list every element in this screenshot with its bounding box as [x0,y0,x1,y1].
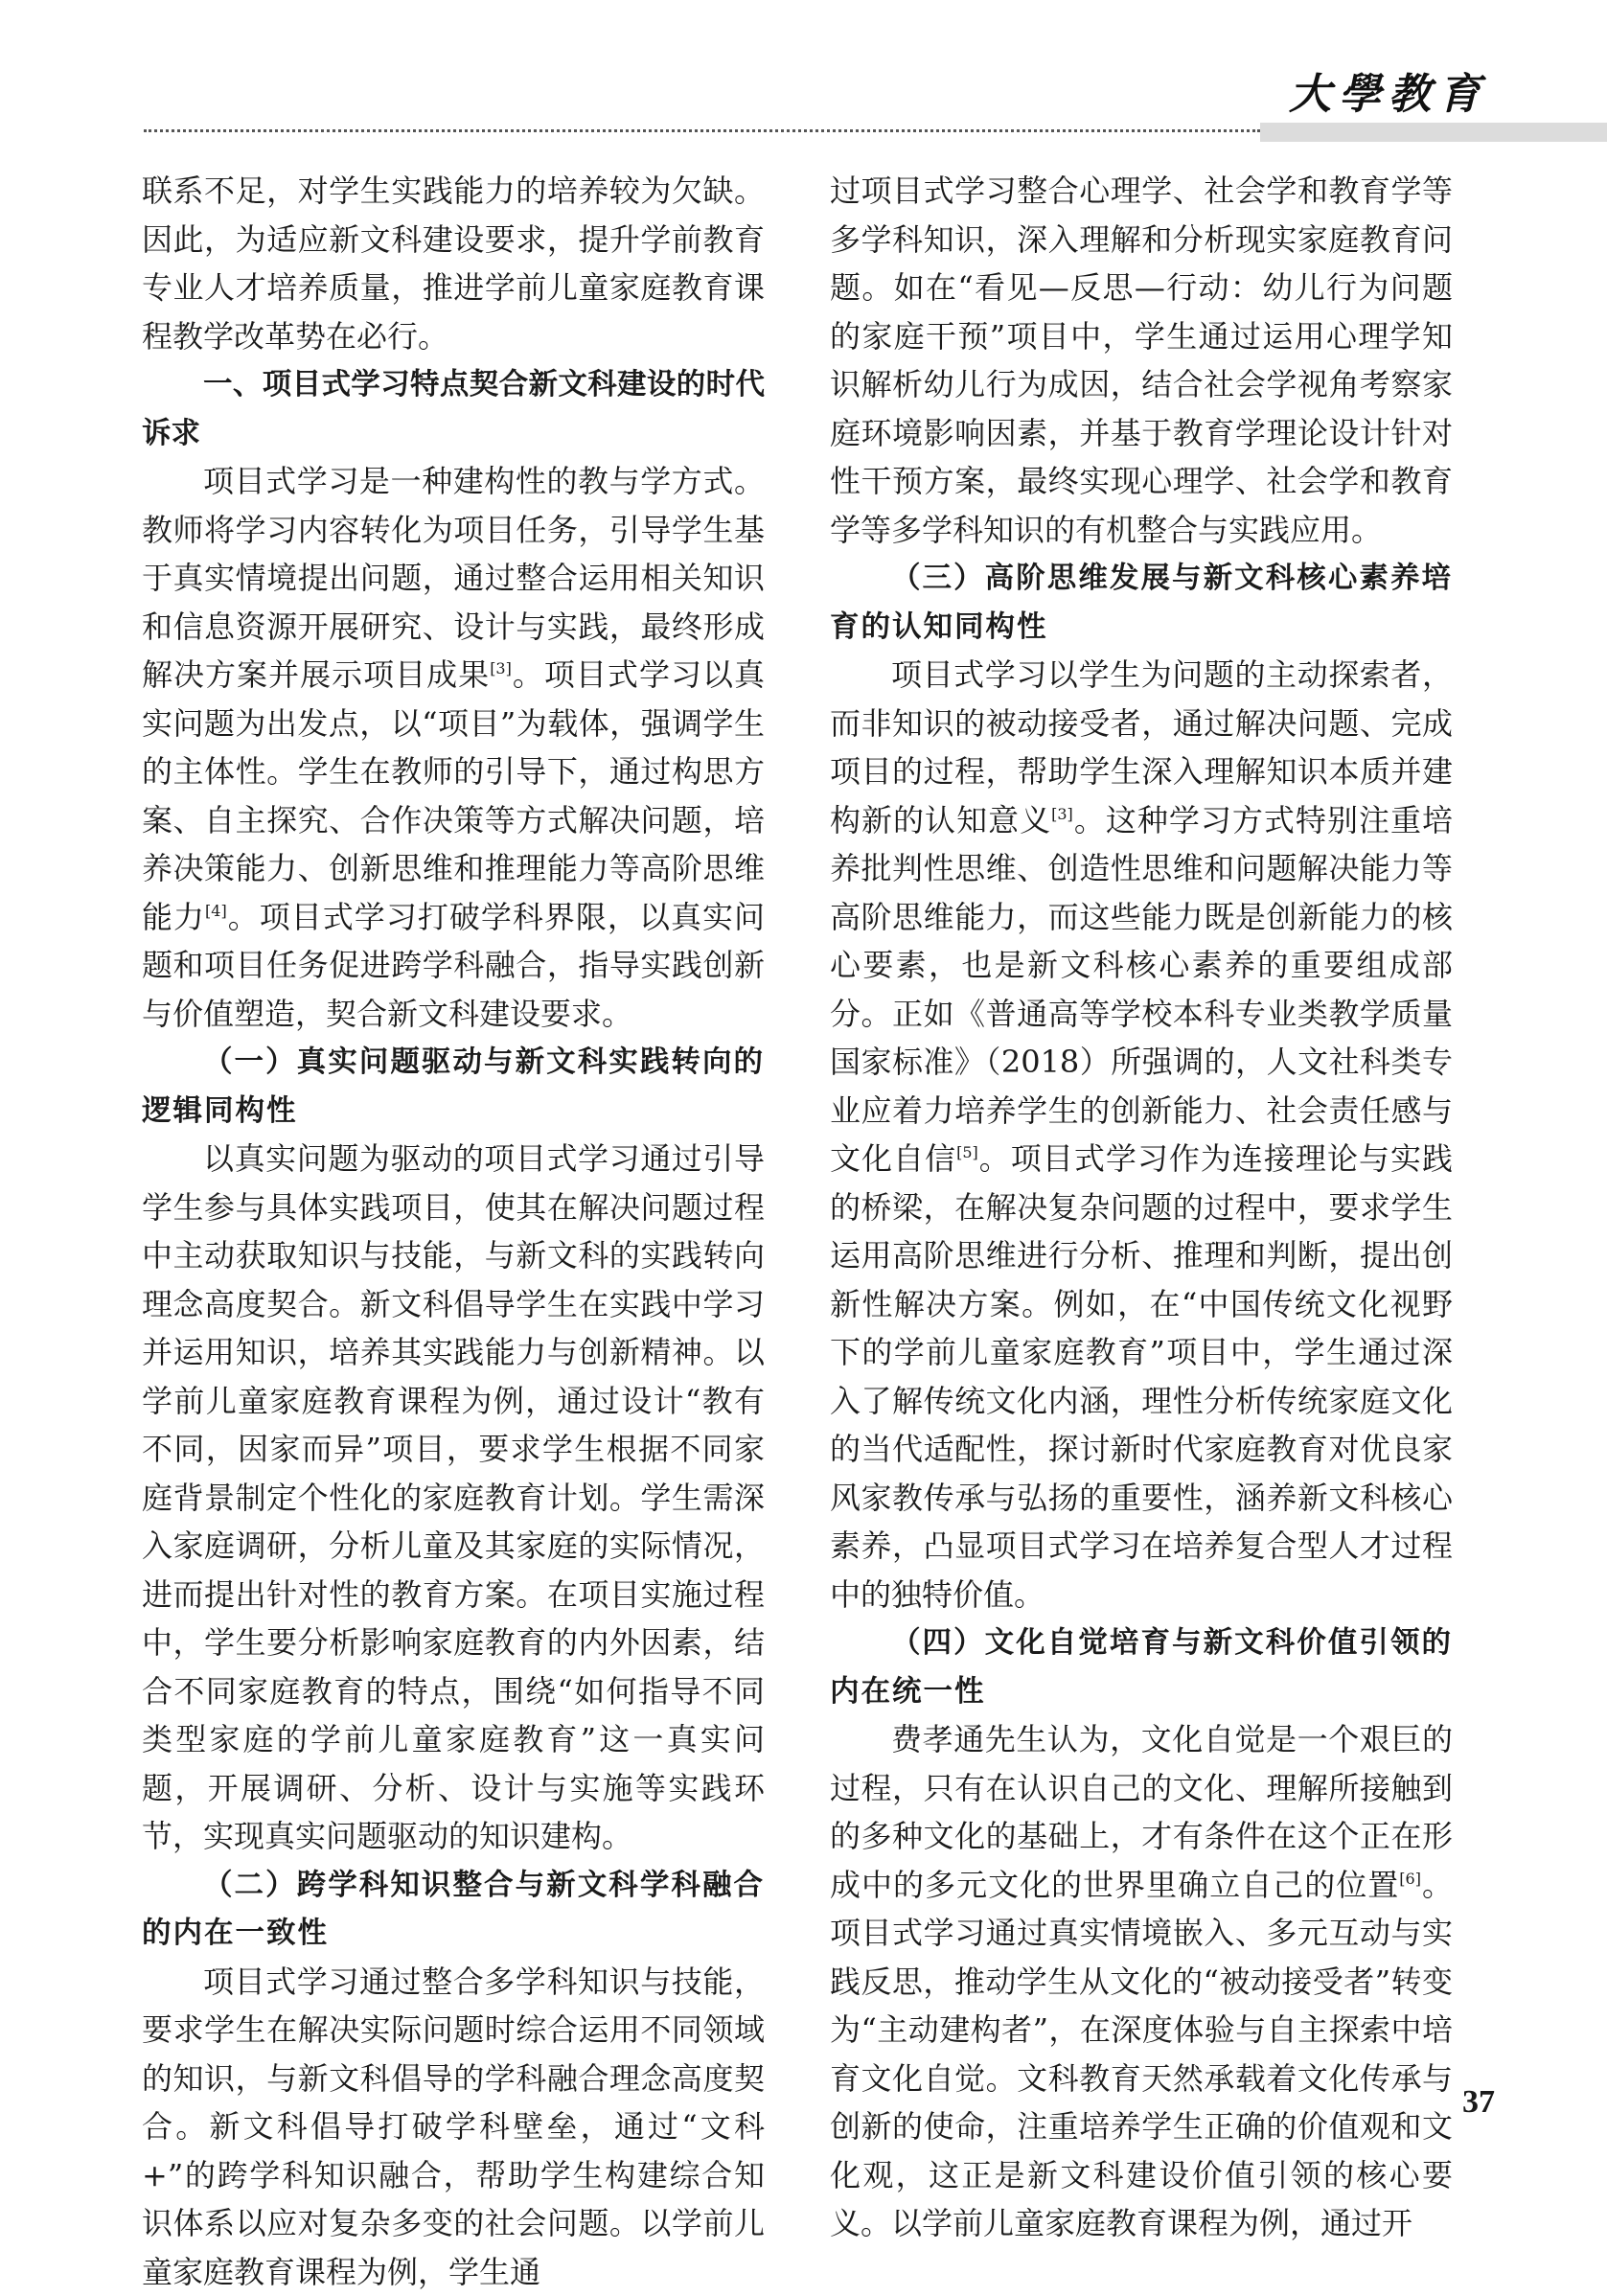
paragraph: 项目式学习是一种建构性的教与学方式。教师将学习内容转化为项目任务，引导学生基于真实情境提出问题，通过整合运用相关知识和信息资源开展研究、设计与实践，最终形成解决方案并展示项目成果[3]。项目式学习以真实问题为出发点，以“项目”为载体，强调学生的主体性。学生在教师的引导下，通过构思方案、自主探究、合作决策等方式解决问题，培养决策能力、创新思维和推理能力等高阶思维能力[4]。项目式学习打破学科界限，以真实问题和项目任务促进跨学科融合，指导实践创新与价值塑造，契合新文科建设要求。 [142,457,765,1038]
left-column [142,167,765,2296]
citation-ref: [6] [1399,1870,1421,1888]
subsection-heading: （一）真实问题驱动与新文科实践转向的逻辑同构性 [142,1038,765,1135]
header-gray-bar [1260,123,1607,142]
citation-ref: [3] [1051,805,1073,823]
paragraph: 项目式学习以学生为问题的主动探索者，而非知识的被动接受者，通过解决问题、完成项目的过程，帮助学生深入理解知识本质并建构新的认知意义[3]。这种学习方式特别注重培养批判性思维、创造性思维和问题解决能力等高阶思维能力，而这些能力既是创新能力的核心要素，也是新文科核心素养的重要组成部分。正如《普通高等学校本科专业类教学质量国家标准》（2018）所强调的，人文社科类专业应着力培养学生的创新能力、社会责任感与文化自信[5]。项目式学习作为连接理论与实践的桥梁，在解决复杂问题的过程中，要求学生运用高阶思维进行分析、推理和判断，提出创新性解决方案。例如，在“中国传统文化视野下的学前儿童家庭教育”项目中，学生通过深入了解传统文化内涵，理性分析传统家庭文化的当代适配性，探讨新时代家庭教育对优良家风家教传承与弘扬的重要性，涵养新文科核心素养，凸显项目式学习在培养复合型人才过程中的独特价值。 [830,651,1453,1619]
paragraph: 联系不足，对学生实践能力的培养较为欠缺。因此，为适应新文科建设要求，提升学前教育专业人才培养质量，推进学前儿童家庭教育课程教学改革势在必行。 [142,167,765,360]
page-number: 37 [1437,2084,1495,2127]
subsection-heading: （四）文化自觉培育与新文科价值引领的内在统一性 [830,1619,1453,1715]
section-heading: 一、项目式学习特点契合新文科建设的时代诉求 [142,360,765,457]
header-dotted-rule [144,129,1260,132]
citation-ref: [4] [205,902,227,920]
subsection-heading: （二）跨学科知识整合与新文科学科融合的内在一致性 [142,1861,765,1958]
subsection-heading: （三）高阶思维发展与新文科核心素养培育的认知同构性 [830,554,1453,651]
journal-name: 大學教育 [1289,59,1576,117]
citation-ref: [3] [490,659,512,677]
paragraph: 过项目式学习整合心理学、社会学和教育学等多学科知识，深入理解和分析现实家庭教育问题。如在“看见—反思—行动：幼儿行为问题的家庭干预”项目中，学生通过运用心理学知识解析幼儿行为成因，结合社会学视角考察家庭环境影响因素，并基于教育学理论设计针对性干预方案，最终实现心理学、社会学和教育学等多学科知识的有机整合与实践应用。 [830,167,1453,554]
paragraph: 以真实问题为驱动的项目式学习通过引导学生参与具体实践项目，使其在解决问题过程中主动获取知识与技能，与新文科的实践转向理念高度契合。新文科倡导学生在实践中学习并运用知识，培养其实践能力与创新精神。以学前儿童家庭教育课程为例，通过设计“教有不同，因家而异”项目，要求学生根据不同家庭背景制定个性化的家庭教育计划。学生需深入家庭调研，分析儿童及其家庭的实际情况，进而提出针对性的教育方案。在项目实施过程中，学生要分析影响家庭教育的内外因素，结合不同家庭教育的特点，围绕“如何指导不同类型家庭的学前儿童家庭教育”这一真实问题，开展调研、分析、设计与实施等实践环节，实现真实问题驱动的知识建构。 [142,1135,765,1861]
citation-ref: [5] [956,1143,978,1161]
right-column [830,167,1453,2248]
paragraph: 项目式学习通过整合多学科知识与技能，要求学生在解决实际问题时综合运用不同领域的知识，与新文科倡导的学科融合理念高度契合。新文科倡导打破学科壁垒，通过“文科+”的跨学科知识融合，帮助学生构建综合知识体系以应对复杂多变的社会问题。以学前儿童家庭教育课程为例，学生通 [142,1958,765,2296]
paragraph: 费孝通先生认为，文化自觉是一个艰巨的过程，只有在认识自己的文化、理解所接触到的多种文化的基础上，才有条件在这个正在形成中的多元文化的世界里确立自己的位置[6]。项目式学习通过真实情境嵌入、多元互动与实践反思，推动学生从文化的“被动接受者”转变为“主动建构者”，在深度体验与自主探索中培育文化自觉。文科教育天然承载着文化传承与创新的使命，注重培养学生正确的价值观和文化观，这正是新文科建设价值引领的核心要义。以学前儿童家庭教育课程为例，通过开 [830,1715,1453,2248]
